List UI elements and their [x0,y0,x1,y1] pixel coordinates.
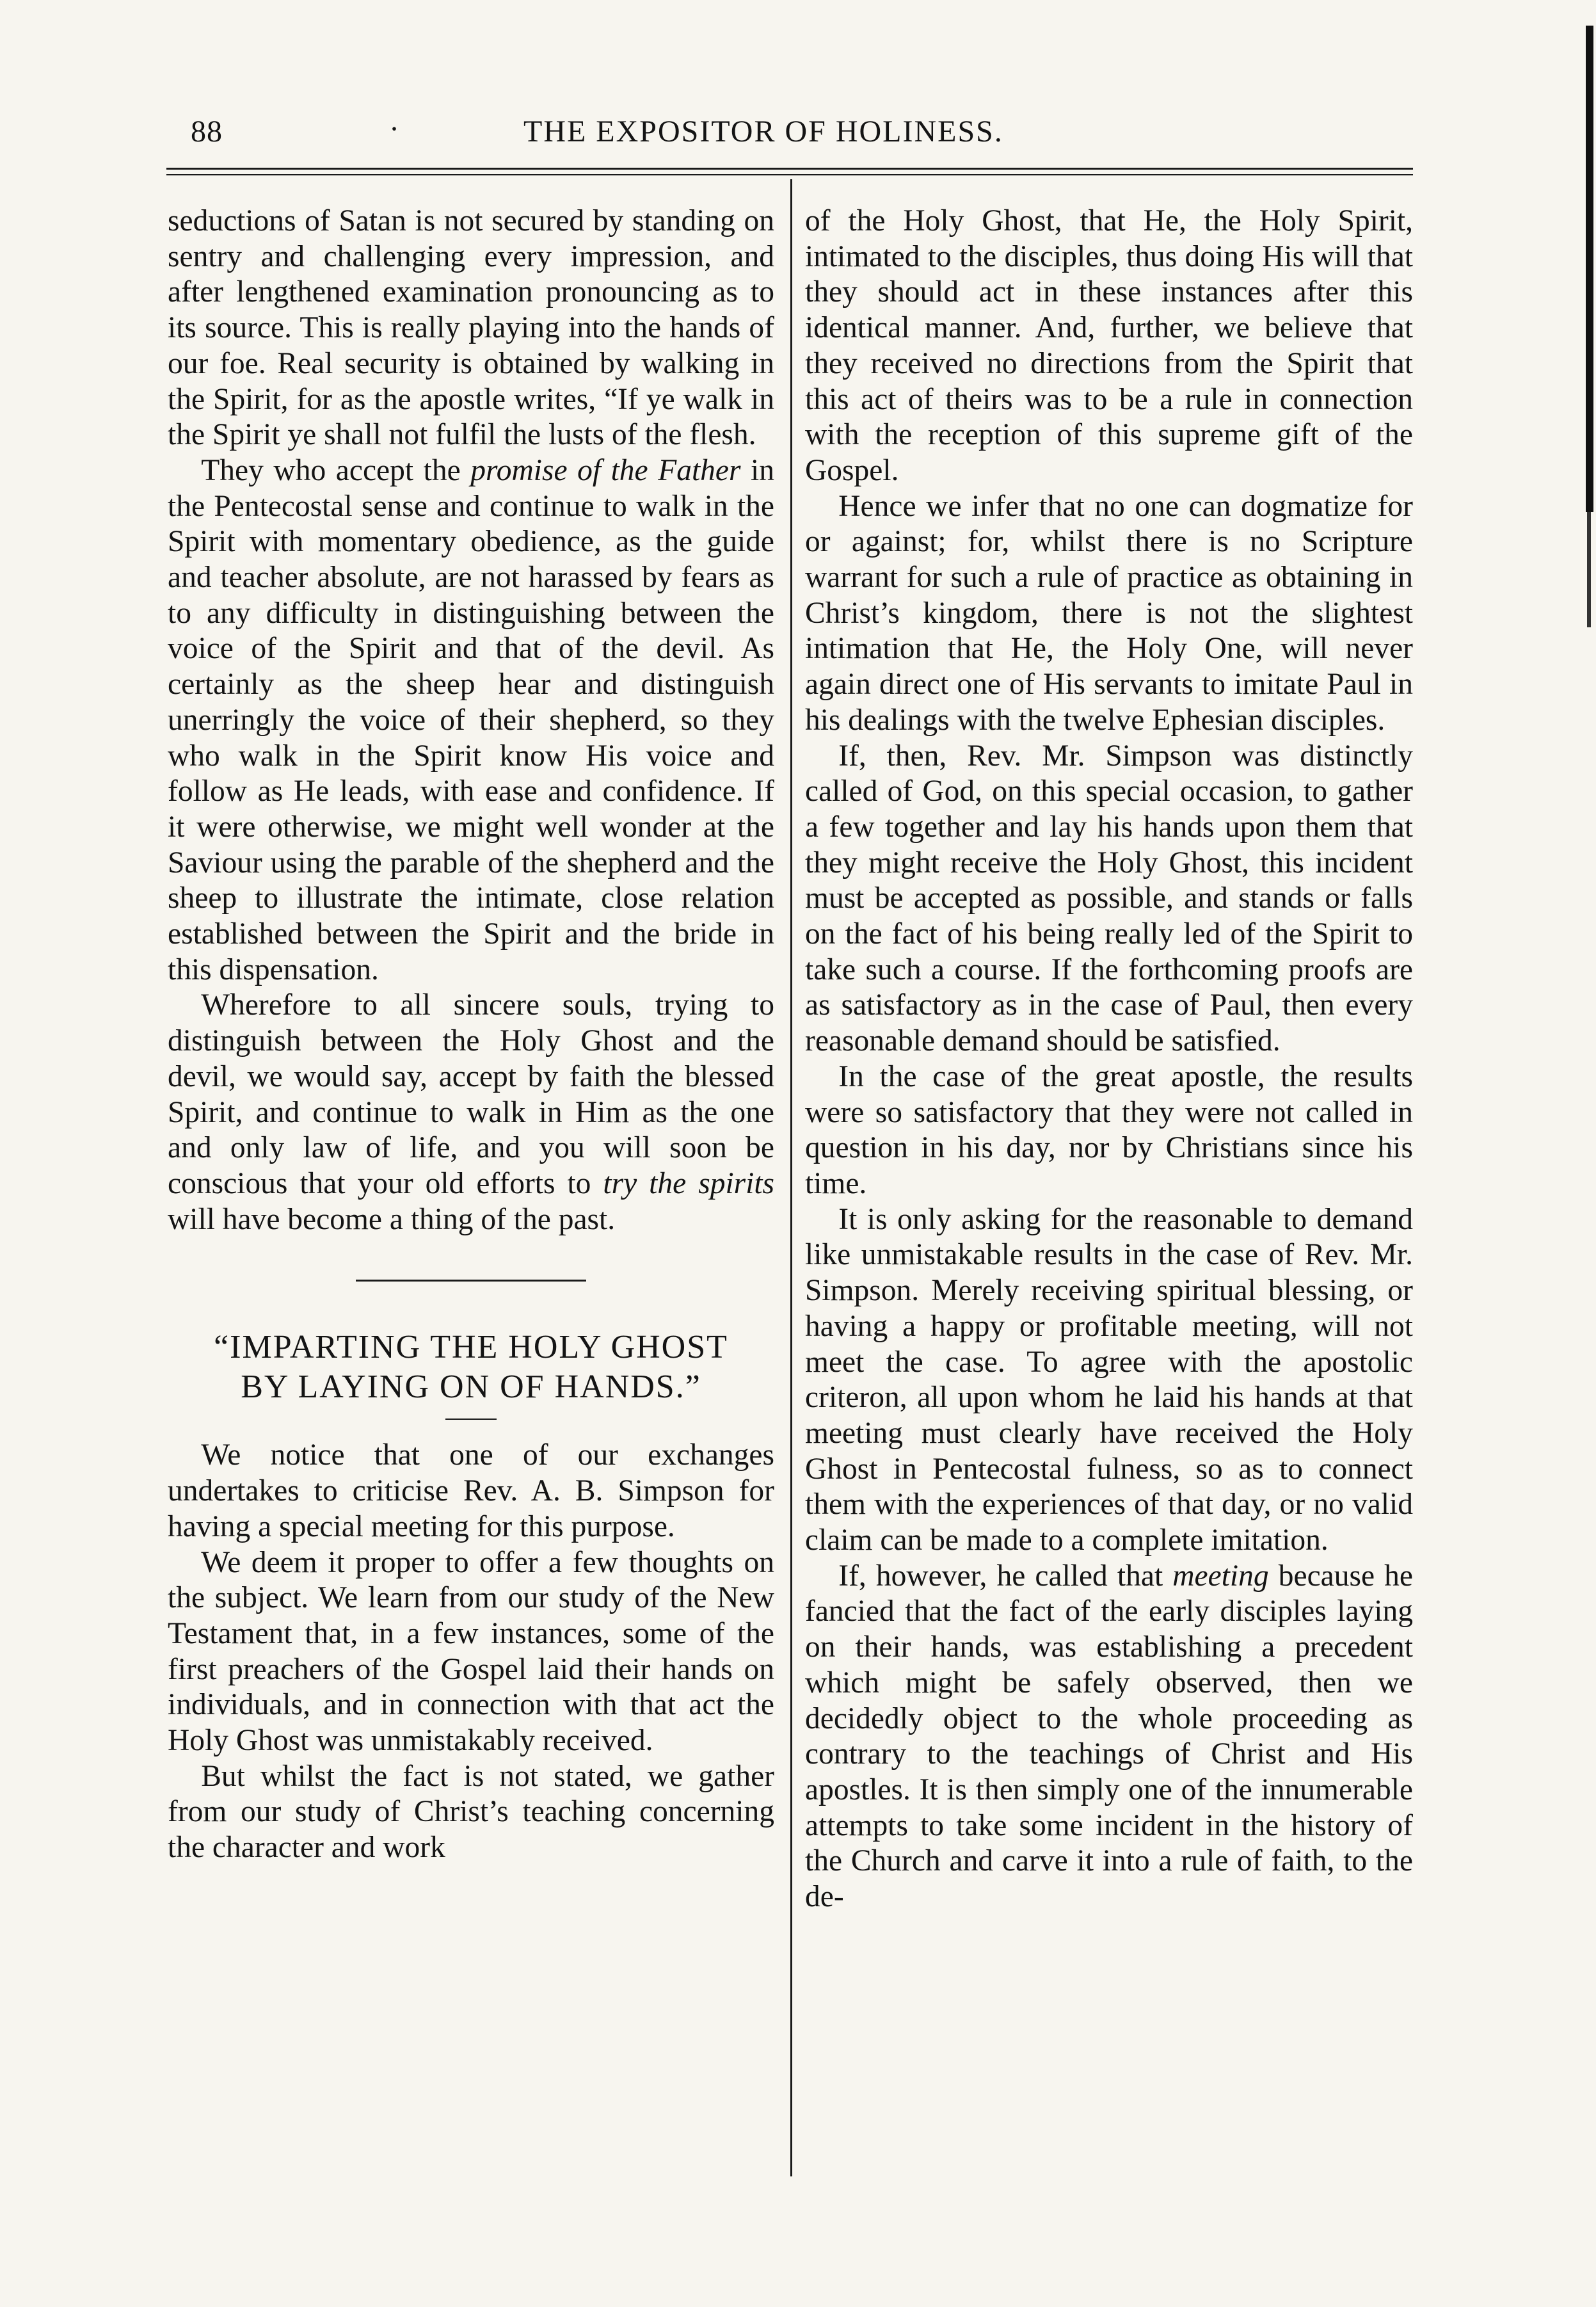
right-column [805,204,1413,1915]
paragraph [168,988,774,1237]
running-title: THE EXPOSITOR OF HOLINESS. [523,115,1003,149]
paragraph: If, then, Rev. Mr. Simpson was distinctly called of God, on this special occasion, to gather a few together and lay his hands upon them that they might receive the Holy Ghost, this incident must be accepted as possible, and stands or falls on the fact of his being really led of the Spirit to take such a course. If the forthcoming proofs are as satisfactory as in the case of Paul, then every reasonable demand should be satisfied. [805,739,1413,1058]
emphasis: promise of the Father [470,453,741,487]
paragraph-text: Wherefore to all sincere souls, trying to distinguish between the Holy Ghost and the devil, we would say, accept by faith the blessed Spirit, and continue to walk in Him as the one and only law of life, and you will soon be conscious that your old efforts to [168,988,774,1200]
paragraph: But whilst the fact is not stated, we gather from our study of Christ’s teaching concerning the character and work [168,1759,774,1865]
paragraph: Hence we infer that no one can dogmatize for or against; for, whilst there is no Scripture warrant for such a rule of practice as obtaining in Christ’s kingdom, there is not the slightest intimation that He, the Holy One, will never again direct one of His servants to imitate Paul in his dealings with the twelve Ephesian disciples. [805,489,1413,737]
scan-edge-mark [1587,512,1591,627]
article-heading [168,1328,774,1407]
heading-line: BY LAYING ON OF HANDS.” [241,1369,701,1406]
paragraph: of the Holy Ghost, that He, the Holy Spirit, intimated to the disciples, thus doing His will that they should act in these instances after this identical manner. And, further, we believe that they received no directions from the Spirit that this act of theirs was to be a rule in connection with the reception of this supreme gift of the Gospel. [805,204,1413,487]
heading-line: “IMPARTING THE HOLY GHOST [214,1329,728,1366]
paragraph: It is only asking for the reasonable to demand like unmistakable results in the case of Rev. Mr. Simpson. Merely receiving spiritual blessing, or having a happy or profitable meeting, will not meet the case. To agree with the apostolic criteron, all upon whom he laid his hands at that meeting must clearly have received the Holy Ghost in Pentecostal fulness, so as to connect them with the experiences of that day, or no valid claim can be made to a complete imitation. [805,1202,1413,1557]
emphasis: try the spirits [603,1166,775,1200]
header-rule [166,168,1413,170]
column-divider [790,179,792,2176]
paragraph: seductions of Satan is not secured by standing on sentry and challenging every impression, and after lengthened examination pronouncing as to its source. This is really playing into the hands of our foe. Real security is obtained by walking in the Spirit, for as the apostle writes, “If ye walk in the Spirit ye shall not fulfil the lusts of the flesh. [168,204,774,452]
left-column [168,204,774,1866]
paragraph-text: because he fancied that the fact of the early disciples laying on their hands, was establishing a precedent which might be safely observed, then we decidedly object to the whole proceeding as contrary to the teachings of Christ and His apostles. It is then simply one of the innumerable attempts to take some incident in the history of the Church and carve it into a rule of faith, to the de- [805,1559,1413,1914]
paragraph: We notice that one of our exchanges undertakes to criticise Rev. A. B. Simpson for having a special meeting for this purpose. [168,1438,774,1543]
paragraph [168,453,774,988]
paragraph: In the case of the great apostle, the results were so satisfactory that they were not called in question in his day, nor by Christians since his time. [805,1059,1413,1200]
paragraph-text: will have become a thing of the past. [168,1202,616,1236]
paragraph-text: in the Pentecostal sense and continue to walk in the Spirit with momentary obedience, as the guide and teacher absolute, are not harassed by fears as to any difficulty in distinguishing between the voice of the Spirit and that of the devil. As certainly as the sheep hear and distinguish unerringly the voice of their shepherd, so they who walk in the Spirit know His voice and follow as He leads, with ease and confidence. If it were otherwise, we might well wonder at the Saviour using the parable of the shepherd and the sheep to illustrate the intimate, close relation established between the Spirit and the bride in this dispensation. [168,453,774,986]
emphasis: meeting [1172,1559,1269,1593]
paragraph [805,1559,1413,1915]
scan-edge-mark [1586,26,1593,512]
header-rule [166,174,1413,175]
paragraph-text: If, however, he called that [838,1559,1173,1593]
paragraph-text: They who accept the [201,453,471,487]
page-number: 88 [191,115,223,149]
paragraph: We deem it proper to offer a few thoughts on the subject. We learn from our study of the New Testament that, in a few instances, some of the first preachers of the Gospel laid their hands on individuals, and in connection with that act the Holy Ghost was unmistakably received. [168,1545,774,1758]
section-divider [356,1280,586,1282]
heading-divider [445,1419,497,1420]
running-header [165,114,1413,159]
header-separator: · [389,112,400,146]
